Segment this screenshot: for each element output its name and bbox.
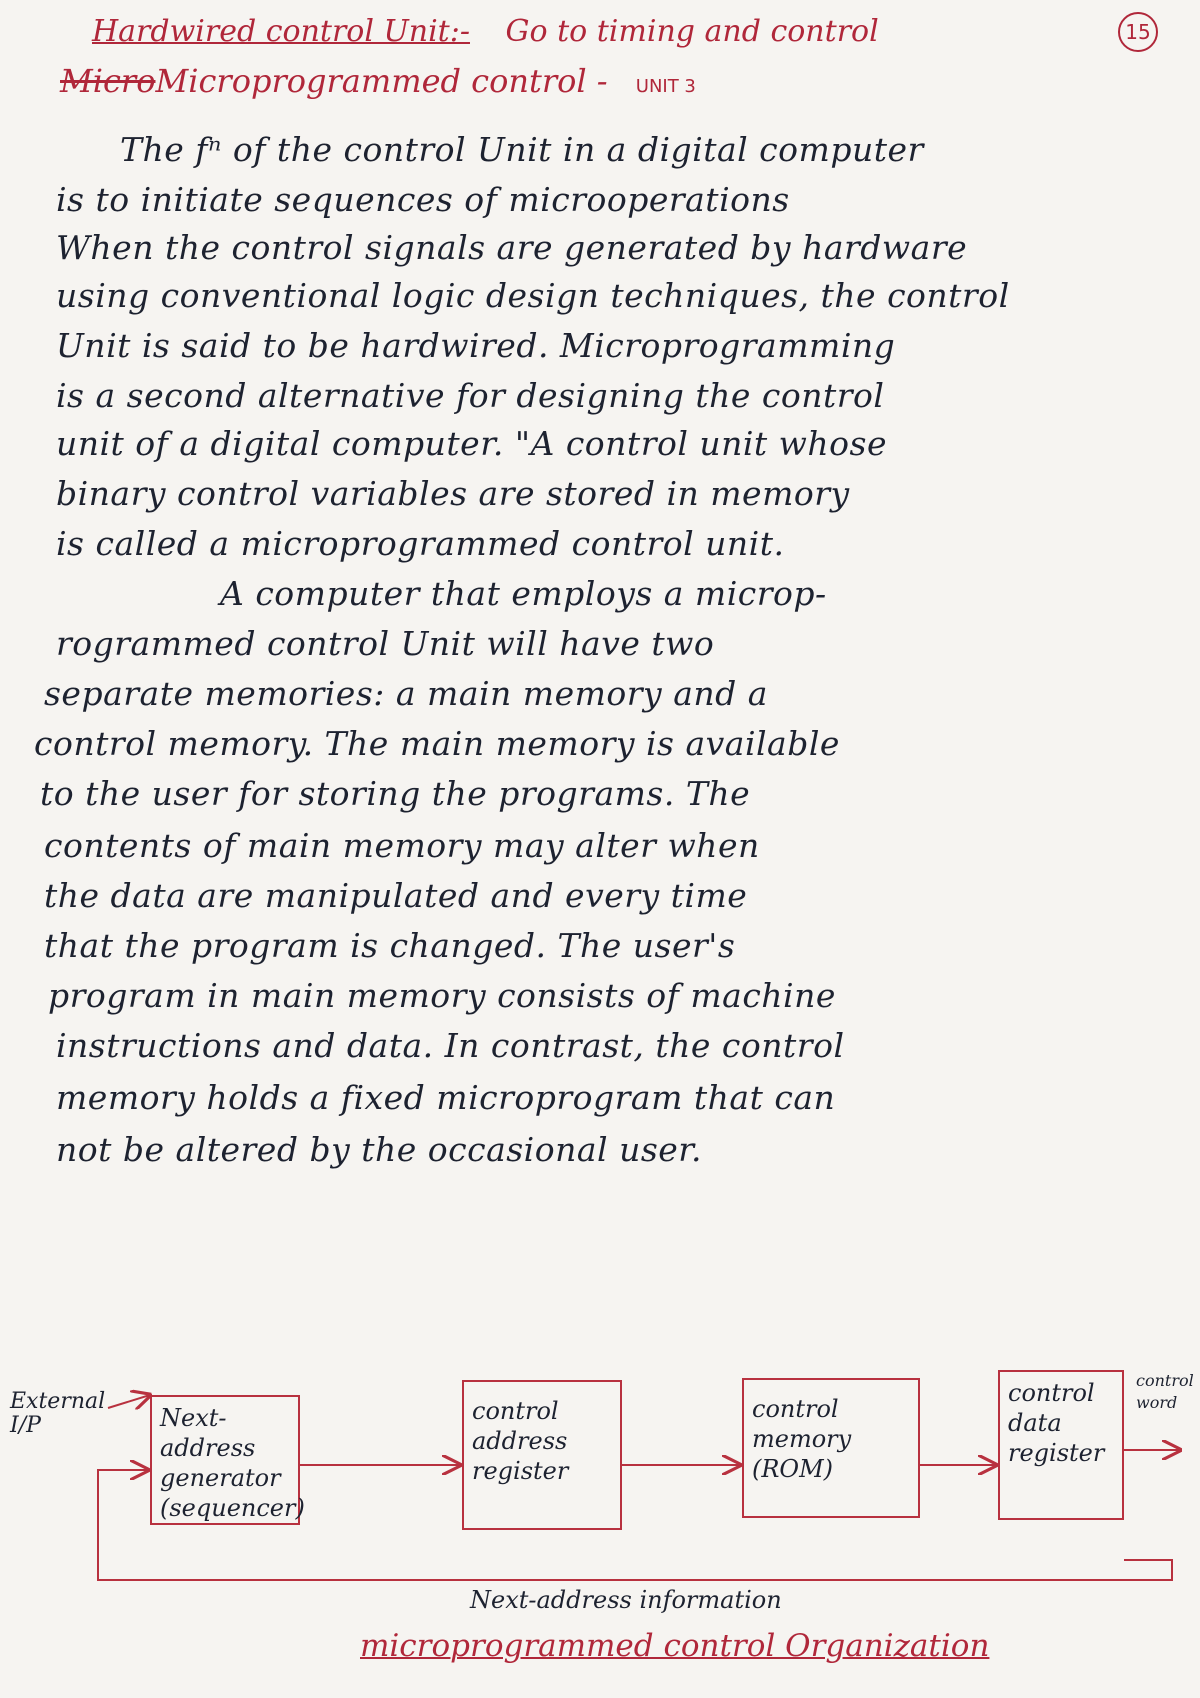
body-line: memory holds a fixed microprogram that can xyxy=(56,1078,836,1117)
header-title: Hardwired control Unit:- xyxy=(92,14,470,49)
external-input-label: External I/P xyxy=(10,1389,106,1439)
page-number: 15 xyxy=(1118,12,1158,52)
body-line: contents of main memory may alter when xyxy=(44,826,760,865)
body-line: Unit is said to be hardwired. Microprogramming xyxy=(56,326,896,365)
body-line: the data are manipulated and every time xyxy=(44,876,748,915)
body-line: control memory. The main memory is available xyxy=(34,724,840,763)
unit-label: UNIT 3 xyxy=(635,76,696,97)
struck-text: Micro xyxy=(60,62,156,100)
body-line: binary control variables are stored in memory xyxy=(56,474,850,513)
body-line: is a second alternative for designing the control xyxy=(56,376,885,415)
feedback-label: Next-address information xyxy=(470,1586,782,1614)
diagram-caption: microprogrammed control Organization xyxy=(360,1628,990,1664)
body-line: A computer that employs a microp- xyxy=(220,574,827,613)
body-line: rogrammed control Unit will have two xyxy=(56,624,715,663)
control-data-register-box: control data register xyxy=(998,1370,1124,1520)
body-line: When the control signals are generated by hardware xyxy=(56,228,968,267)
body-line: The fⁿ of the control Unit in a digital computer xyxy=(120,130,924,169)
control-word-label: control word xyxy=(1136,1371,1194,1413)
control-memory-box: control memory (ROM) xyxy=(742,1378,920,1518)
subheader-title: Microprogrammed control - xyxy=(155,62,608,100)
header-note: Go to timing and control xyxy=(505,14,879,49)
body-line: not be altered by the occasional user. xyxy=(56,1130,702,1169)
body-line: program in main memory consists of machine xyxy=(48,976,836,1015)
body-line: to the user for storing the programs. The xyxy=(40,774,751,813)
control-address-register-box: control address register xyxy=(462,1380,622,1530)
body-line: separate memories: a main memory and a xyxy=(44,674,768,713)
body-line: is to initiate sequences of microoperations xyxy=(56,180,790,219)
body-line: is called a microprogrammed control unit. xyxy=(56,524,785,563)
next-address-generator-box: Next-address generator (sequencer) xyxy=(150,1395,300,1525)
body-line: instructions and data. In contrast, the control xyxy=(56,1026,845,1065)
body-line: unit of a digital computer. "A control unit whose xyxy=(56,424,888,463)
body-line: that the program is changed. The user's xyxy=(44,926,736,965)
body-line: using conventional logic design techniques, the control xyxy=(56,276,1010,315)
